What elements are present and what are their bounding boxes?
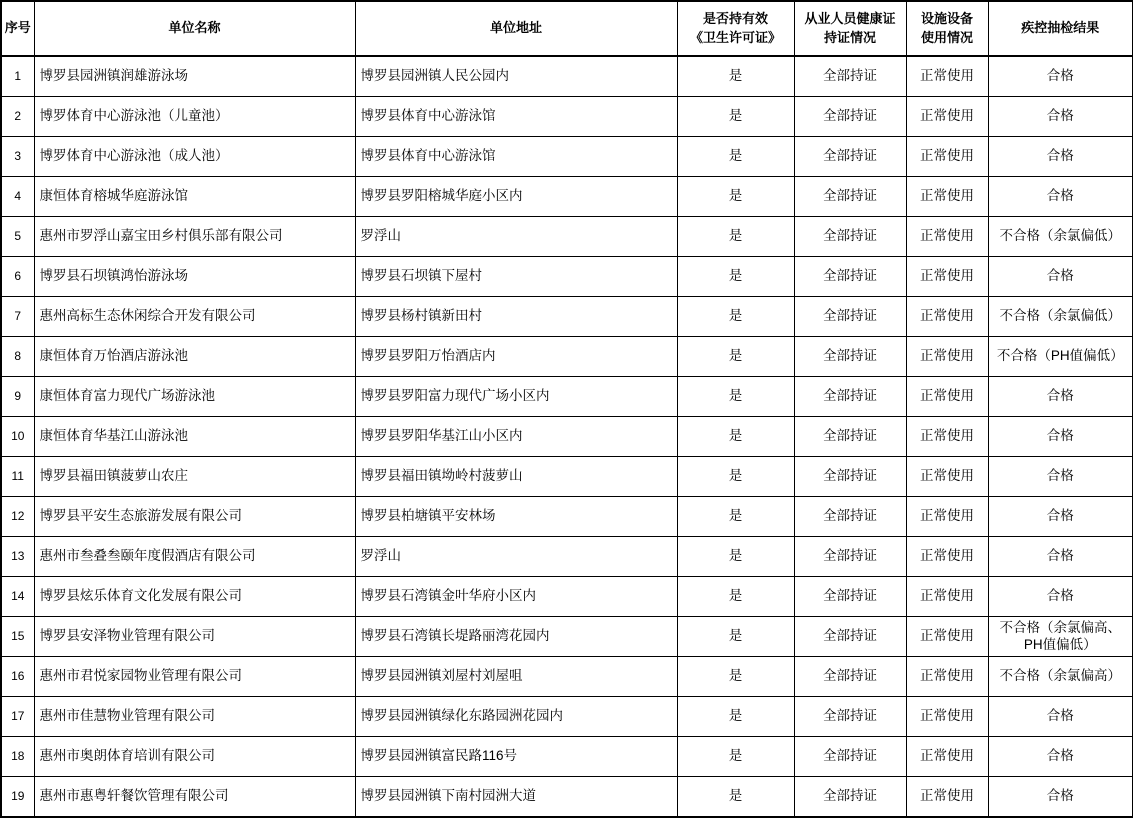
table-cell-license: 是 [677,297,794,337]
table-cell-facility: 正常使用 [906,56,988,97]
table-cell-name: 惠州高标生态休闲综合开发有限公司 [34,297,355,337]
table-cell-address: 博罗县罗阳万怡酒店内 [355,337,677,377]
table-cell-license: 是 [677,97,794,137]
table-cell-name: 博罗县安泽物业管理有限公司 [34,617,355,657]
table-cell-result: 合格 [988,56,1133,97]
table-cell-name: 康恒体育华基江山游泳池 [34,417,355,457]
table-cell-name: 博罗体育中心游泳池（儿童池） [34,97,355,137]
table-cell-name: 惠州市奥朗体育培训有限公司 [34,737,355,777]
table-cell-health: 全部持证 [794,137,906,177]
table-cell-result: 不合格（余氯偏低） [988,217,1133,257]
table-body [1,56,1133,817]
column-header-name: 单位名称 [34,1,355,56]
table-cell-index: 12 [1,497,34,537]
table-cell-result: 合格 [988,177,1133,217]
table-cell-facility: 正常使用 [906,457,988,497]
table-cell-health: 全部持证 [794,417,906,457]
column-header-index: 序号 [1,1,34,56]
table-cell-license: 是 [677,657,794,697]
table-cell-health: 全部持证 [794,257,906,297]
column-header-health: 从业人员健康证 持证情况 [794,1,906,56]
table-cell-license: 是 [677,217,794,257]
table-row [1,657,1133,697]
table-cell-index: 7 [1,297,34,337]
table-cell-facility: 正常使用 [906,137,988,177]
table-cell-health: 全部持证 [794,737,906,777]
table-cell-health: 全部持证 [794,777,906,818]
table-cell-license: 是 [677,777,794,818]
table-cell-result: 不合格（余氯偏低） [988,297,1133,337]
table-row [1,697,1133,737]
table-cell-facility: 正常使用 [906,297,988,337]
table-header [1,1,1133,56]
table-cell-result: 合格 [988,537,1133,577]
table-cell-address: 博罗县福田镇坳岭村菠萝山 [355,457,677,497]
table-cell-result: 合格 [988,737,1133,777]
table-cell-health: 全部持证 [794,217,906,257]
column-header-result: 疾控抽检结果 [988,1,1133,56]
table-cell-name: 博罗县福田镇菠萝山农庄 [34,457,355,497]
table-cell-name: 惠州市君悦家园物业管理有限公司 [34,657,355,697]
table-cell-index: 13 [1,537,34,577]
table-row [1,377,1133,417]
table-cell-index: 16 [1,657,34,697]
table-cell-health: 全部持证 [794,497,906,537]
table-cell-address: 博罗县罗阳榕城华庭小区内 [355,177,677,217]
table-cell-result: 合格 [988,377,1133,417]
table-cell-license: 是 [677,377,794,417]
table-row [1,457,1133,497]
table-cell-index: 18 [1,737,34,777]
column-header-license: 是否持有效 《卫生许可证》 [677,1,794,56]
table-cell-result: 不合格（PH值偏低） [988,337,1133,377]
table-cell-name: 康恒体育万怡酒店游泳池 [34,337,355,377]
table-cell-name: 康恒体育富力现代广场游泳池 [34,377,355,417]
table-cell-result: 合格 [988,257,1133,297]
table-row [1,577,1133,617]
table-cell-license: 是 [677,56,794,97]
table-cell-license: 是 [677,737,794,777]
table-cell-result: 合格 [988,497,1133,537]
table-cell-index: 4 [1,177,34,217]
table-cell-license: 是 [677,257,794,297]
table-cell-address: 博罗县柏塘镇平安林场 [355,497,677,537]
table-cell-health: 全部持证 [794,457,906,497]
table-cell-facility: 正常使用 [906,97,988,137]
table-cell-health: 全部持证 [794,537,906,577]
table-cell-facility: 正常使用 [906,337,988,377]
table-cell-facility: 正常使用 [906,177,988,217]
table-row [1,137,1133,177]
table-cell-facility: 正常使用 [906,617,988,657]
table-cell-facility: 正常使用 [906,537,988,577]
table-cell-result: 合格 [988,97,1133,137]
table-cell-address: 博罗县石湾镇金叶华府小区内 [355,577,677,617]
table-cell-address: 博罗县园洲镇下南村园洲大道 [355,777,677,818]
table-cell-name: 博罗县园洲镇润雄游泳场 [34,56,355,97]
table-cell-health: 全部持证 [794,97,906,137]
table-cell-index: 15 [1,617,34,657]
table-cell-health: 全部持证 [794,697,906,737]
table-cell-name: 惠州市罗浮山嘉宝田乡村俱乐部有限公司 [34,217,355,257]
table-cell-facility: 正常使用 [906,377,988,417]
table-cell-result: 不合格（余氯偏高、PH值偏低） [988,617,1133,657]
table-row [1,56,1133,97]
table-cell-result: 合格 [988,777,1133,818]
table-cell-index: 5 [1,217,34,257]
table-cell-facility: 正常使用 [906,777,988,818]
table-cell-license: 是 [677,137,794,177]
table-row [1,617,1133,657]
table-cell-address: 博罗县体育中心游泳馆 [355,97,677,137]
table-cell-license: 是 [677,497,794,537]
table-cell-address: 博罗县园洲镇人民公园内 [355,56,677,97]
table-cell-address: 博罗县体育中心游泳馆 [355,137,677,177]
table-cell-index: 8 [1,337,34,377]
table-cell-address: 博罗县罗阳华基江山小区内 [355,417,677,457]
table-cell-health: 全部持证 [794,377,906,417]
table-cell-index: 9 [1,377,34,417]
table-cell-name: 博罗县石坝镇鸿怡游泳场 [34,257,355,297]
table-cell-license: 是 [677,537,794,577]
table-row [1,337,1133,377]
column-header-address: 单位地址 [355,1,677,56]
table-cell-address: 罗浮山 [355,217,677,257]
table-cell-health: 全部持证 [794,337,906,377]
table-row [1,777,1133,818]
table-cell-name: 博罗县炫乐体育文化发展有限公司 [34,577,355,617]
table-cell-license: 是 [677,577,794,617]
table-row [1,497,1133,537]
table-cell-result: 合格 [988,137,1133,177]
table-cell-address: 博罗县罗阳富力现代广场小区内 [355,377,677,417]
table-row [1,257,1133,297]
table-cell-index: 14 [1,577,34,617]
table-cell-address: 博罗县园洲镇绿化东路园洲花园内 [355,697,677,737]
table-cell-license: 是 [677,457,794,497]
table-cell-name: 康恒体育榕城华庭游泳馆 [34,177,355,217]
table-row [1,737,1133,777]
table-cell-facility: 正常使用 [906,417,988,457]
table-cell-facility: 正常使用 [906,217,988,257]
table-cell-health: 全部持证 [794,177,906,217]
table-cell-result: 合格 [988,577,1133,617]
table-cell-index: 3 [1,137,34,177]
table-cell-index: 6 [1,257,34,297]
table-row [1,97,1133,137]
table-cell-address: 博罗县园洲镇刘屋村刘屋咀 [355,657,677,697]
table-row [1,177,1133,217]
table-cell-address: 博罗县石坝镇下屋村 [355,257,677,297]
table-cell-result: 合格 [988,417,1133,457]
header-row [1,1,1133,56]
table-cell-license: 是 [677,337,794,377]
table-cell-name: 博罗县平安生态旅游发展有限公司 [34,497,355,537]
table-cell-index: 19 [1,777,34,818]
table-cell-health: 全部持证 [794,56,906,97]
table-cell-health: 全部持证 [794,617,906,657]
table-cell-name: 惠州市叁叠叁颐年度假酒店有限公司 [34,537,355,577]
table-cell-facility: 正常使用 [906,497,988,537]
table-cell-health: 全部持证 [794,657,906,697]
table-cell-result: 合格 [988,457,1133,497]
table-cell-health: 全部持证 [794,577,906,617]
table-cell-name: 惠州市佳慧物业管理有限公司 [34,697,355,737]
table-cell-name: 博罗体育中心游泳池（成人池） [34,137,355,177]
table-cell-index: 1 [1,56,34,97]
table-cell-index: 11 [1,457,34,497]
table-cell-facility: 正常使用 [906,697,988,737]
table-cell-address: 博罗县石湾镇长堤路丽湾花园内 [355,617,677,657]
column-header-facility: 设施设备 使用情况 [906,1,988,56]
table-cell-facility: 正常使用 [906,657,988,697]
table-cell-name: 惠州市惠粤轩餐饮管理有限公司 [34,777,355,818]
table-cell-license: 是 [677,177,794,217]
table-cell-address: 博罗县杨村镇新田村 [355,297,677,337]
table-cell-license: 是 [677,617,794,657]
table-cell-license: 是 [677,697,794,737]
table-cell-result: 不合格（余氯偏高） [988,657,1133,697]
table-cell-facility: 正常使用 [906,257,988,297]
table-cell-index: 10 [1,417,34,457]
table-row [1,417,1133,457]
table-cell-address: 罗浮山 [355,537,677,577]
table-row [1,537,1133,577]
table-cell-facility: 正常使用 [906,737,988,777]
table-cell-license: 是 [677,417,794,457]
table-row [1,297,1133,337]
table-cell-health: 全部持证 [794,297,906,337]
table-cell-facility: 正常使用 [906,577,988,617]
table-cell-index: 2 [1,97,34,137]
table-cell-result: 合格 [988,697,1133,737]
table-cell-index: 17 [1,697,34,737]
table-cell-address: 博罗县园洲镇富民路116号 [355,737,677,777]
table-row [1,217,1133,257]
